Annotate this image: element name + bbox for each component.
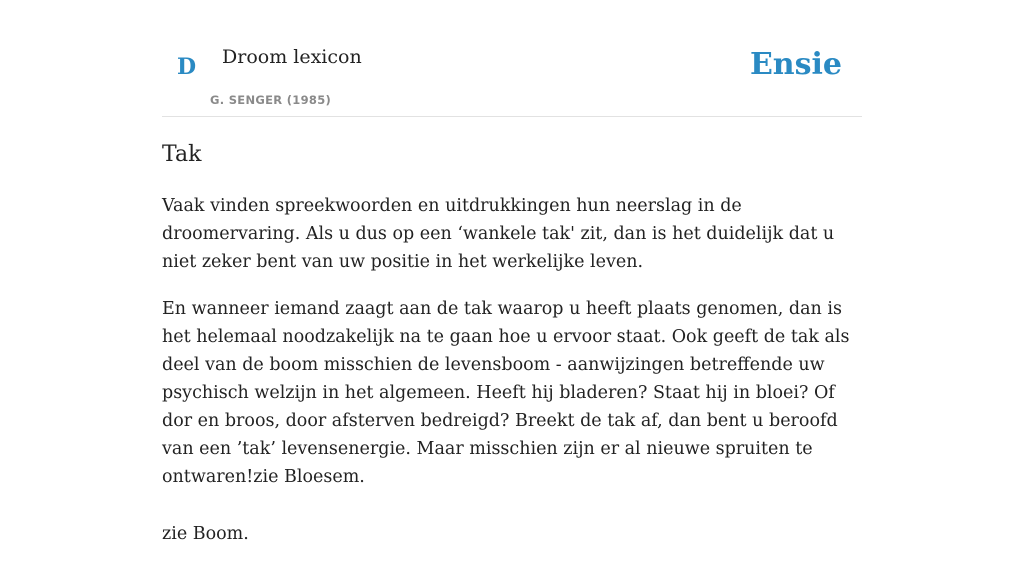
source-author: G. SENGER (1985) (210, 93, 332, 107)
spacer (162, 510, 862, 520)
entry-paragraph: En wanneer iemand zaagt aan de tak waarop u heeft plaats genomen, dan is het helemaal noodzakelijk na te gaan hoe u ervoor staat. Ook geeft de tak als deel van de boom misschien de levensboom - aanwijzingen betreffende uw psychisch welzijn in het algemeen. Heeft hij bladeren? Staat hij in bloei? Of dor en broos, door afsterven bedreigd? Breekt de tak af, dan bent u beroofd van een ’tak’ levensenergie. Maar misschien zijn er al nieuwe spruiten te ontwaren!zie Bloesem. (162, 299, 850, 487)
entry-content (162, 138, 862, 567)
source-title[interactable]: Droom lexicon (222, 46, 362, 68)
header (162, 0, 862, 117)
brand-logo[interactable]: Ensie (749, 47, 842, 82)
source-letter-badge: D (177, 54, 197, 80)
entry-paragraph: Vaak vinden spreekwoorden en uitdrukkingen hun neerslag in de droomervaring. Als u dus op een ‘wankele tak' zit, dan is het duidelijk dat u niet zeker bent van uw positie in het werkelijke leven. (162, 196, 835, 272)
see-also-link[interactable]: zie Boom. (162, 524, 249, 544)
entry-term: Tak (162, 142, 202, 167)
